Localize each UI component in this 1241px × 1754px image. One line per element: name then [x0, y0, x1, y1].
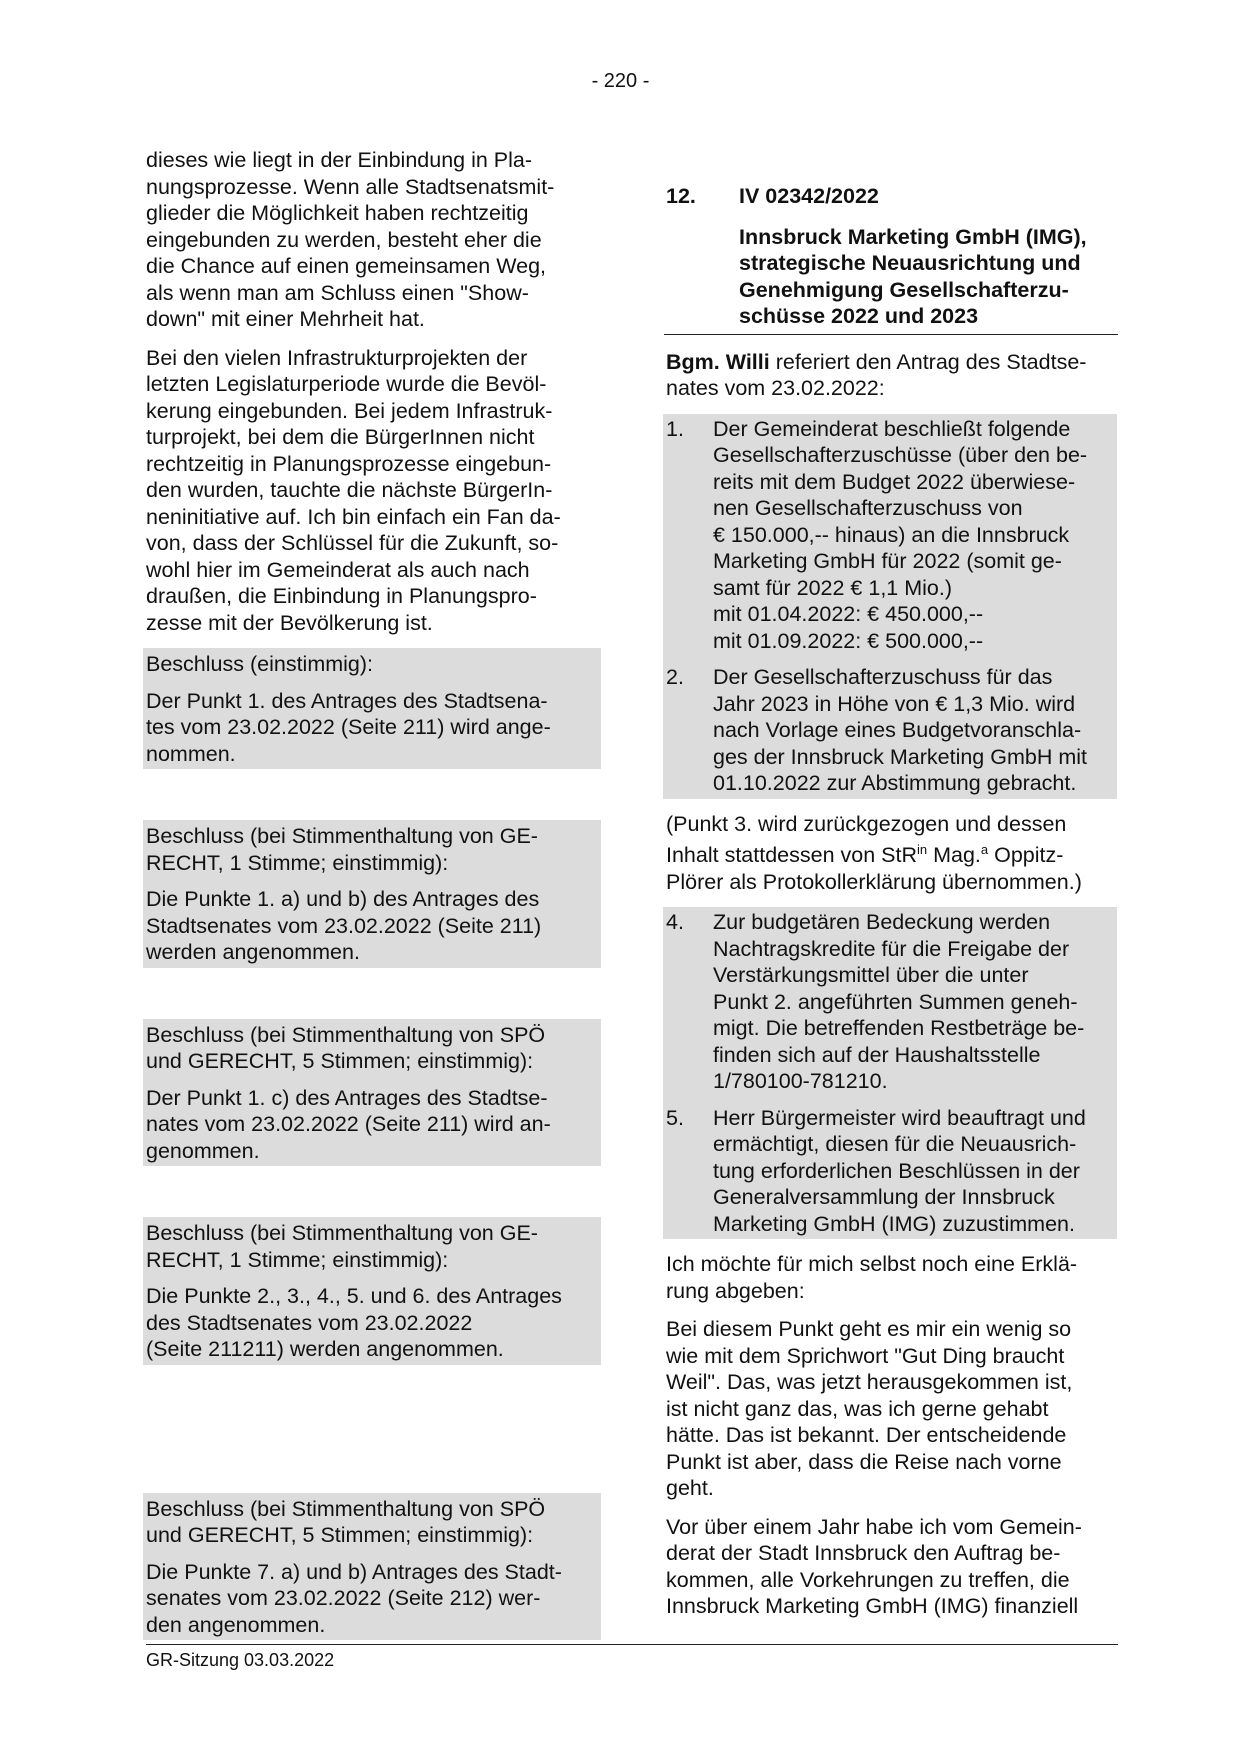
agenda-item-subject — [739, 224, 1118, 330]
subject-divider — [664, 334, 1118, 335]
text-line: dieses wie liegt in der Einbindung in Pla- — [146, 148, 533, 172]
text-line: Weil". Das, was jetzt herausgekommen ist, — [666, 1370, 1073, 1395]
agenda-item-number: 12. — [666, 184, 696, 208]
text-line: hätte. Das ist bekannt. Der entscheidende — [666, 1423, 1067, 1448]
text-line: geht. — [666, 1476, 714, 1501]
text-line: Die Punkte 2., 3., 4., 5. und 6. des Antrages — [146, 1284, 562, 1308]
text-line: RECHT, 1 Stimme; einstimmig): — [146, 850, 449, 875]
paragraph-proverb — [666, 1316, 1118, 1502]
text-line: nates vom 23.02.2022 (Seite 211) wird an- — [146, 1112, 551, 1136]
text-line: Die Punkte 1. a) und b) des Antrages des — [146, 887, 540, 911]
list-number: 2. — [666, 665, 684, 689]
text-line: samt für 2022 € 1,1 Mio.) — [713, 575, 952, 600]
text-line: Generalversammlung der Innsbruck — [713, 1185, 1055, 1210]
text-line: Beschluss (bei Stimmenthaltung von SPÖ — [146, 1496, 546, 1521]
text-fragment: Inhalt stattdessen von StR — [666, 843, 917, 868]
list-number: 5. — [666, 1105, 684, 1130]
resolution-heading — [146, 1022, 597, 1075]
text-line: migt. Die betreffenden Restbeträge be- — [713, 1016, 1085, 1041]
list-item — [666, 416, 1117, 655]
paragraph-continuation — [146, 147, 598, 333]
text-line: Beschluss (bei Stimmenthaltung von GE- — [146, 1221, 538, 1245]
text-line: wie mit dem Sprichwort "Gut Ding braucht — [666, 1343, 1065, 1368]
text-line — [666, 837, 1118, 869]
text-line: Innsbruck Marketing GmbH (IMG) finanziell — [666, 1594, 1079, 1619]
motion-list-2 — [663, 907, 1117, 1239]
text-line: senates vom 23.02.2022 (Seite 212) wer- — [146, 1586, 541, 1610]
text-line: 01.10.2022 zur Abstimmung gebracht. — [713, 771, 1077, 795]
text-line: schüsse 2022 und 2023 — [739, 304, 979, 328]
paragraph-declaration — [666, 1251, 1118, 1304]
resolution-body — [146, 1283, 597, 1363]
text-line: letzten Legislaturperiode wurde die Bevöl- — [146, 372, 547, 396]
text-line: tes vom 23.02.2022 (Seite 211) wird ange- — [146, 715, 551, 739]
text-line: Beschluss (einstimmig): — [146, 652, 373, 676]
text-line: Nachtragskredite für die Freigabe der — [713, 936, 1070, 961]
text-line: werden angenommen. — [146, 940, 360, 964]
text-line: rechtzeitig in Planungsprozesse eingebun- — [146, 451, 552, 476]
resolution-block-3 — [143, 1019, 601, 1167]
text-line: Jahr 2023 in Höhe von € 1,3 Mio. wird — [713, 691, 1076, 716]
speaker-name: Bgm. Willi — [666, 349, 770, 374]
text-line: wohl hier im Gemeinderat als auch nach — [146, 557, 530, 582]
text-line: Der Punkt 1. des Antrages des Stadtsena- — [146, 688, 548, 713]
text-line: den angenommen. — [146, 1612, 326, 1637]
text-fragment: referiert den Antrag des Stadtse- — [769, 349, 1087, 374]
text-line: Stadtsenates vom 23.02.2022 (Seite 211) — [146, 913, 542, 938]
text-line: reits mit dem Budget 2022 überwiese- — [713, 469, 1076, 494]
text-line: mit 01.04.2022: € 450.000,-- — [713, 602, 984, 626]
resolution-body — [146, 1559, 597, 1639]
paragraph-mandate — [666, 1514, 1118, 1620]
text-fragment: Mag. — [927, 843, 981, 868]
intro-paragraph — [666, 349, 1118, 402]
text-line: Beschluss (bei Stimmenthaltung von SPÖ — [146, 1022, 546, 1047]
resolution-heading — [146, 651, 597, 678]
list-item — [666, 1105, 1117, 1238]
text-line: Die Punkte 7. a) und b) Antrages des Stadt- — [146, 1559, 562, 1584]
text-line: als wenn man am Schluss einen "Show- — [146, 280, 529, 305]
text-line: eingebunden zu werden, besteht eher die — [146, 227, 542, 252]
agenda-item-code: IV 02342/2022 — [739, 184, 879, 208]
text-line: derat der Stadt Innsbruck den Auftrag be- — [666, 1541, 1061, 1566]
text-line: und GERECHT, 5 Stimmen; einstimmig): — [146, 1049, 534, 1073]
text-line: ist nicht ganz das, was ich gerne gehabt — [666, 1396, 1049, 1421]
text-line: tung erforderlichen Beschlüssen in der — [713, 1158, 1080, 1183]
list-item — [666, 664, 1117, 797]
resolution-block-2 — [143, 820, 601, 968]
text-line: nates vom 23.02.2022: — [666, 376, 885, 400]
text-line: Punkt 2. angeführten Summen geneh- — [713, 989, 1078, 1014]
resolution-heading — [146, 823, 597, 876]
resolution-block-4 — [143, 1217, 601, 1365]
footer-session-label: GR-Sitzung 03.03.2022 — [146, 1650, 335, 1670]
text-line: Genehmigung Gesellschafterzu- — [739, 277, 1069, 302]
text-line: Marketing GmbH (IMG) zuzustimmen. — [713, 1211, 1075, 1236]
text-line: Vor über einem Jahr habe ich vom Gemein- — [666, 1514, 1082, 1539]
text-line: RECHT, 1 Stimme; einstimmig): — [146, 1247, 449, 1272]
resolution-body — [146, 886, 597, 966]
text-line: strategische Neuausrichtung und — [739, 251, 1081, 275]
text-line: ges der Innsbruck Marketing GmbH mit — [713, 744, 1087, 769]
text-line: draußen, die Einbindung in Planungspro- — [146, 584, 537, 608]
text-line: neninitiative auf. Ich bin einfach ein Fan da- — [146, 504, 561, 529]
text-line: Ich möchte für mich selbst noch eine Erklä- — [666, 1252, 1078, 1277]
text-line: des Stadtsenates vom 23.02.2022 — [146, 1310, 473, 1335]
text-line: nommen. — [146, 741, 236, 766]
text-line: Zur budgetären Bedeckung werden — [713, 910, 1051, 935]
text-line: kerung eingebunden. Bei jedem Infrastruk- — [146, 398, 553, 423]
text-line: zesse mit der Bevölkerung ist. — [146, 610, 433, 635]
right-column — [666, 183, 1118, 1632]
text-line: Gesellschafterzuschüsse (über den be- — [713, 443, 1088, 467]
page-number: - 220 - — [591, 70, 650, 92]
text-line: die Chance auf einen gemeinsamen Weg, — [146, 254, 546, 278]
left-column — [146, 147, 598, 1640]
text-line: mit 01.09.2022: € 500.000,-- — [713, 628, 984, 653]
motion-list-1 — [663, 414, 1117, 799]
text-line: Der Gemeinderat beschließt folgende — [713, 416, 1071, 441]
text-line: Bei diesem Punkt geht es mir ein wenig so — [666, 1317, 1072, 1342]
withdrawal-note — [666, 811, 1118, 896]
text-line: 1/780100-781210. — [713, 1069, 888, 1094]
resolution-body — [146, 688, 597, 768]
text-line: finden sich auf der Haushaltsstelle — [713, 1042, 1041, 1067]
text-line: turprojekt, bei dem die BürgerInnen nicht — [146, 425, 535, 449]
text-fragment: Oppitz- — [988, 843, 1064, 868]
text-line: Punkt ist aber, dass die Reise nach vorne — [666, 1449, 1062, 1474]
text-line: Bei den vielen Infrastrukturprojekten der — [146, 345, 528, 370]
text-line: kommen, alle Vorkehrungen zu treffen, die — [666, 1567, 1070, 1592]
text-line: Verstärkungsmittel über die unter — [713, 963, 1029, 988]
resolution-block-1 — [143, 648, 601, 769]
text-line: rung abgeben: — [666, 1278, 805, 1303]
list-number: 1. — [666, 416, 684, 441]
text-line: nach Vorlage eines Budgetvoranschla- — [713, 718, 1082, 742]
resolution-heading — [146, 1220, 597, 1273]
text-line: (Seite 211211) werden angenommen. — [146, 1337, 504, 1361]
text-line: Marketing GmbH für 2022 (somit ge- — [713, 549, 1062, 573]
text-line: down" mit einer Mehrheit hat. — [146, 307, 425, 331]
agenda-item-header — [666, 183, 1118, 210]
text-line: (Punkt 3. wird zurückgezogen und dessen — [666, 811, 1067, 836]
list-item — [666, 909, 1117, 1095]
resolution-heading — [146, 1496, 597, 1549]
text-line: Beschluss (bei Stimmenthaltung von GE- — [146, 824, 538, 848]
text-line — [666, 349, 1118, 376]
resolution-block-5 — [143, 1493, 601, 1641]
text-line: nungsprozesse. Wenn alle Stadtsenatsmit- — [146, 174, 555, 199]
text-line: genommen. — [146, 1138, 260, 1163]
resolution-body — [146, 1085, 597, 1165]
text-line: Innsbruck Marketing GmbH (IMG), — [739, 224, 1087, 249]
text-line: € 150.000,-- hinaus) an die Innsbruck — [713, 522, 1070, 547]
text-line: den wurden, tauchte die nächste BürgerIn- — [146, 478, 553, 502]
text-line: Der Gesellschafterzuschuss für das — [713, 665, 1053, 689]
footer-divider — [146, 1644, 1118, 1645]
text-line: Der Punkt 1. c) des Antrages des Stadtse- — [146, 1085, 548, 1110]
text-line: ermächtigt, diesen für die Neuausrich- — [713, 1132, 1077, 1157]
list-number: 4. — [666, 910, 684, 935]
text-line: und GERECHT, 5 Stimmen; einstimmig): — [146, 1523, 534, 1547]
superscript: in — [916, 842, 928, 857]
paragraph-infrastructure — [146, 345, 598, 637]
text-line: glieder die Möglichkeit haben rechtzeitig — [146, 201, 529, 225]
text-line: Herr Bürgermeister wird beauftragt und — [713, 1105, 1086, 1130]
text-line: nen Gesellschafterzuschuss von — [713, 496, 1023, 520]
text-line: Plörer als Protokollerklärung übernommen.) — [666, 869, 1082, 894]
superscript: a — [980, 842, 989, 857]
text-line: von, dass der Schlüssel für die Zukunft, so- — [146, 531, 559, 555]
